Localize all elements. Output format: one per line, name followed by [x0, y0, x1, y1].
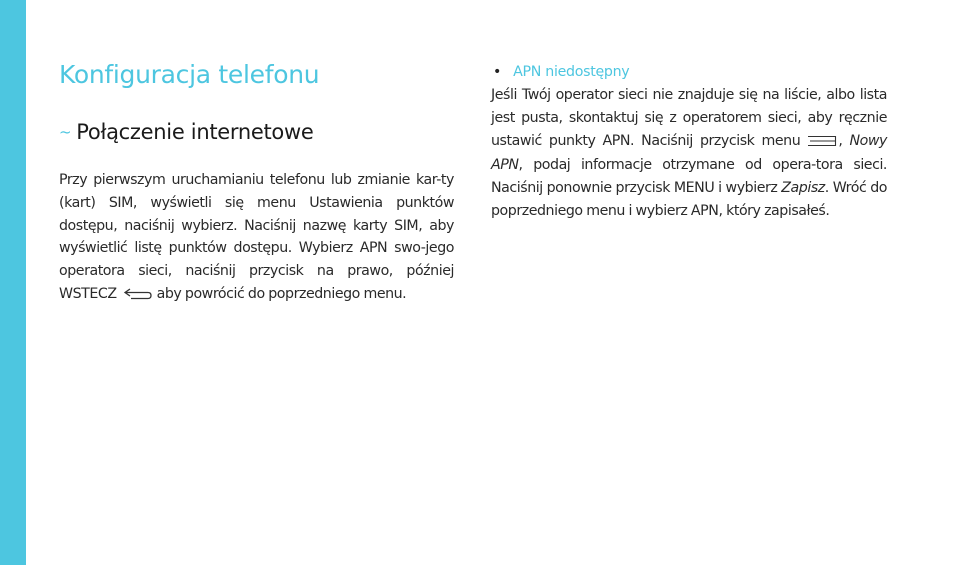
apn-text-part2: , podaj informacje otrzymane od opera-tora sieci. Naciśnij ponownie przycisk MENU i wybierz — [491, 157, 887, 197]
heading-tilde: ~ — [59, 123, 72, 141]
apn-unavailable-label: APN niedostępny — [513, 64, 630, 80]
apn-bullet-item — [491, 61, 629, 83]
menu-icon — [807, 132, 837, 155]
section-heading — [59, 117, 313, 147]
new-apn-term: Nowy APN — [491, 132, 887, 174]
internet-connection-paragraph — [59, 169, 454, 309]
bullet-dot: • — [493, 64, 502, 80]
section-heading-text: Połączenie internetowe — [76, 120, 314, 144]
save-term: Zapisz — [781, 180, 825, 197]
apn-text-part1: Jeśli Twój operator sieci nie znajduje się na liście, albo lista jest pusta, skontaktuj się z operatorem sieci, aby ręcznie ustawić punkty APN. Naciśnij przycisk menu — [491, 87, 887, 149]
apn-text-part3: . Wróć do poprzedniego menu i wybierz APN, który zapisałeś. — [491, 180, 888, 219]
page-title: Konfiguracja telefonu — [59, 60, 320, 89]
apn-comma: , — [838, 132, 843, 149]
accent-side-bar — [0, 0, 26, 565]
apn-paragraph — [491, 84, 887, 223]
paragraph-text-part2: aby powrócić do poprzedniego menu. — [156, 285, 407, 302]
back-arrow-icon — [123, 286, 153, 309]
paragraph-text-part1: Przy pierwszym uruchamianiu telefonu lub zmianie kar-ty (kart) SIM, wyświetli się menu Ustawienia punktów dostępu, naciśnij wybierz. Naciśnij nazwę karty SIM, aby wyświetlić listę punktów dostępu. Wybierz APN swo-jego operatora sieci, naciśnij przycisk na prawo, później WSTECZ — [59, 172, 454, 302]
